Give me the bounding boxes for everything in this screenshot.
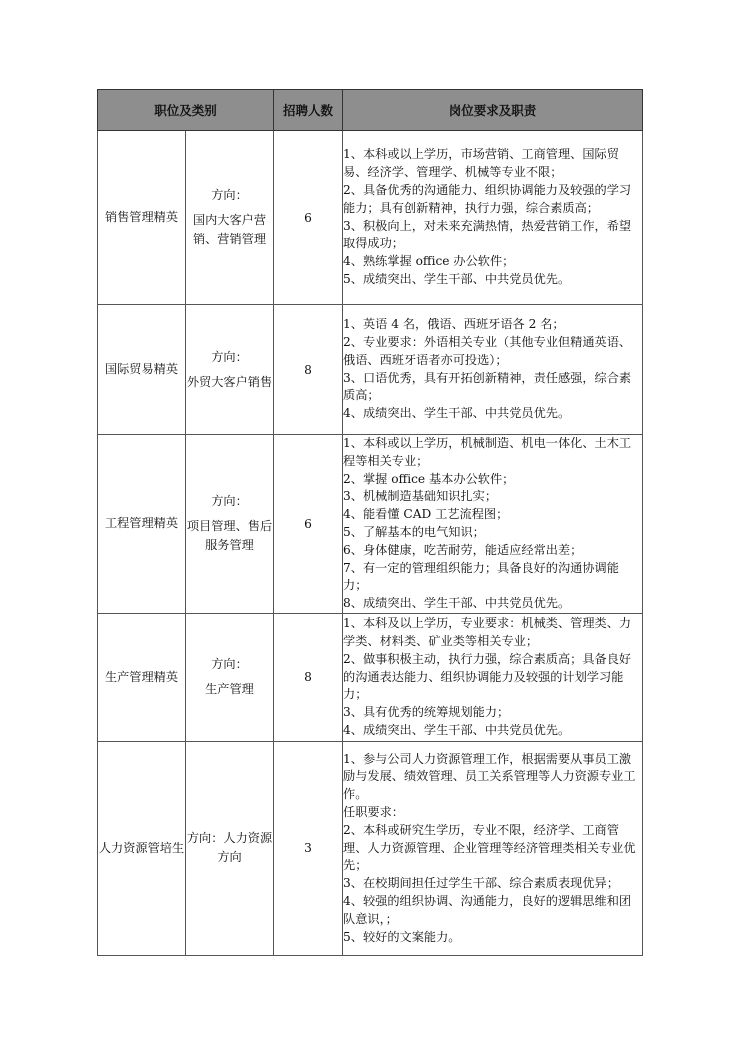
job-category: 国际贸易精英	[98, 305, 186, 435]
requirement-item: 6、身体健康，吃苦耐劳，能适应经常出差；	[343, 542, 583, 557]
requirement-item: 4、成绩突出、学生干部、中共党员优先。	[343, 722, 571, 737]
table-row	[98, 613, 643, 741]
requirement-item: 3、口语优秀，具有开拓创新精神，责任感强，综合素质高；	[343, 370, 632, 403]
direction-label: 方向：	[211, 349, 248, 364]
job-direction-cell	[186, 435, 274, 614]
requirement-item: 1、本科及以上学历，专业要求：机械类、管理类、力学类、材料类、矿业类等相关专业；	[343, 616, 632, 648]
requirement-item: 7、有一定的管理组织能力；具备良好的沟通协调能力；	[343, 560, 619, 593]
requirement-item: 1、英语 4 名，俄语、西班牙语各 2 名；	[343, 317, 565, 332]
hiring-count: 6	[274, 131, 343, 305]
requirement-item: 2、具备优秀的沟通能力、组织协调能力及较强的学习能力；具有创新精神，执行力强，综合素质高；	[343, 182, 632, 215]
requirement-item: 3、具有优秀的统筹规划能力；	[343, 705, 510, 720]
hiring-count: 3	[274, 741, 343, 955]
direction-text: 方向：人力资源方向	[186, 831, 273, 865]
requirement-item: 8、成绩突出、学生干部、中共党员优先。	[343, 596, 571, 611]
requirement-item: 5、成绩突出、学生干部、中共党员优先。	[343, 271, 571, 286]
direction-label: 方向：	[211, 657, 248, 672]
hiring-count: 6	[274, 435, 343, 614]
job-direction-cell	[186, 741, 274, 955]
requirements-cell	[343, 435, 643, 614]
direction-label: 方向：	[211, 188, 248, 202]
job-direction-cell	[186, 613, 274, 741]
job-direction-cell	[186, 305, 274, 435]
requirement-item: 3、在校期间担任过学生干部、综合素质表现优异；	[343, 876, 619, 891]
requirements-cell	[343, 305, 643, 435]
header-requirements: 岗位要求及职责	[343, 90, 643, 131]
job-category: 人力资源管培生	[98, 741, 186, 955]
requirement-item: 1、本科或以上学历，市场营销、工商管理、国际贸易、经济学、管理学、机械等专业不限；	[343, 147, 619, 180]
requirement-item: 5、了解基本的电气知识；	[343, 524, 485, 539]
job-category: 工程管理精英	[98, 435, 186, 614]
requirement-item: 4、熟练掌握 office 办公软件；	[343, 254, 515, 269]
requirement-item: 4、较强的组织协调、沟通能力，良好的逻辑思维和团队意识，；	[343, 893, 632, 926]
hiring-count: 8	[274, 613, 343, 741]
header-category: 职位及类别	[98, 90, 274, 131]
requirement-item: 2、做事积极主动，执行力强，综合素质高；具备良好的沟通表达能力、组织协调能力及较强的计划学习能力；	[343, 651, 632, 702]
direction-text: 项目管理、售后服务管理	[186, 519, 273, 553]
header-count: 招聘人数	[274, 90, 343, 131]
direction-text: 生产管理	[205, 682, 254, 697]
table-row	[98, 305, 643, 435]
table-header-row	[98, 90, 643, 131]
requirements-cell	[343, 131, 643, 305]
direction-label: 方向：	[211, 494, 248, 509]
requirement-item: 1、参与公司人力资源管理工作，根据需要从事员工激励与发展、绩效管理、员工关系管理等人力资源专业工作。	[343, 751, 636, 802]
requirement-item: 2、专业要求：外语相关专业（其他专业但精通英语、俄语、西班牙语者亦可投选）；	[343, 334, 632, 367]
requirement-item: 2、掌握 office 基本办公软件；	[343, 471, 515, 486]
direction-text: 国内大客户营销、营销管理	[192, 213, 267, 246]
requirement-item: 2、本科或研究生学历，专业不限，经济学、工商管理、人力资源管理、企业管理等经济管理类相关专业优先；	[343, 822, 636, 873]
requirements-cell	[343, 741, 643, 955]
requirement-item: 1、本科或以上学历，机械制造、机电一体化、土木工程等相关专业；	[343, 436, 632, 468]
requirement-item: 任职要求：	[343, 804, 404, 819]
requirement-item: 3、机械制造基础知识扎实；	[343, 489, 498, 504]
recruitment-table	[97, 89, 643, 956]
requirement-item: 3、积极向上，对未来充满热情，热爱营销工作，希望取得成功；	[343, 218, 632, 251]
table-row	[98, 435, 643, 614]
job-direction-cell	[186, 131, 274, 305]
requirement-item: 4、成绩突出、学生干部、中共党员优先。	[343, 406, 571, 421]
job-category: 销售管理精英	[98, 131, 186, 305]
hiring-count: 8	[274, 305, 343, 435]
table-row	[98, 131, 643, 305]
requirement-item: 4、能看懂 CAD 工艺流程图；	[343, 507, 509, 522]
job-category: 生产管理精英	[98, 613, 186, 741]
requirements-cell	[343, 613, 643, 741]
direction-text: 外贸大客户销售	[186, 374, 273, 389]
requirement-item: 5、较好的文案能力。	[343, 929, 461, 944]
table-row	[98, 741, 643, 955]
